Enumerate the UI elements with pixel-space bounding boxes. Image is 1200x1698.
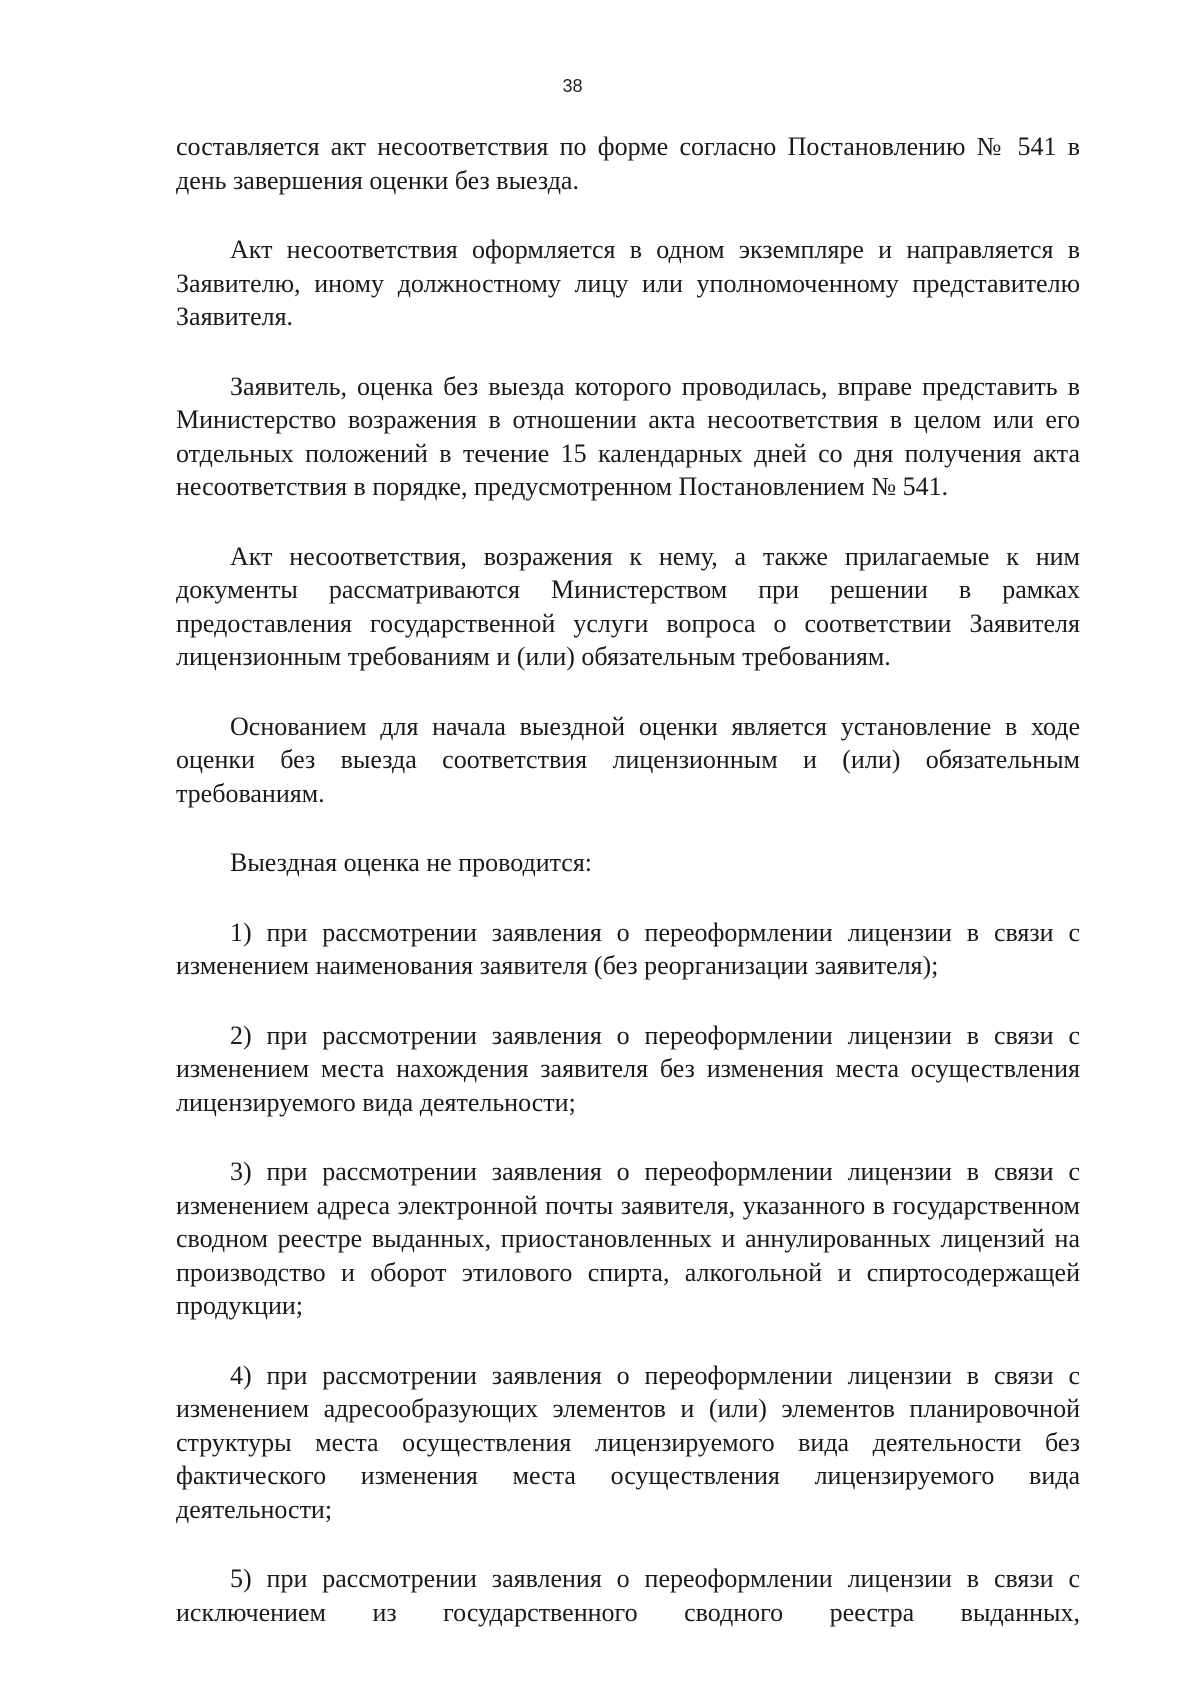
paragraph-onsite-not-conducted: Выездная оценка не проводится:: [230, 848, 593, 877]
paragraph-onsite-basis: Основанием для начала выездной оценки является установление в ходе оценки без выезда соответствия лицензионным и (или) обязательным требованиям.: [176, 711, 1080, 808]
list-item-4: 4) при рассмотрении заявления о переоформлении лицензии в связи с изменением адресообразующих элементов и (или) элементов планировочной структуры места осуществления лицензируемого вида деятельности без фактического изменения места осуществления лицензируемого вида деятельности;: [176, 1360, 1080, 1524]
paragraph-continuation: составляется акт несоответствия по форме согласно Постановлению № 541 в день завершения оценки без выезда.: [176, 132, 1080, 195]
list-item-1: 1) при рассмотрении заявления о переоформлении лицензии в связи с изменением наименования заявителя (без реорганизации заявителя);: [176, 917, 1080, 980]
list-item-3: 3) при рассмотрении заявления о переоформлении лицензии в связи с изменением адреса электронной почты заявителя, указанного в государственном сводном реестре выданных, приостановленных и аннулированных лицензий на производство и оборот этилового спирта, алкогольной и спиртосодержащей продукции;: [176, 1157, 1080, 1320]
document-body: [176, 130, 1080, 1629]
list-item-2: 2) при рассмотрении заявления о переоформлении лицензии в связи с изменением места нахождения заявителя без изменения места осуществления лицензируемого вида деятельности;: [176, 1020, 1080, 1117]
list-item-5: 5) при рассмотрении заявления о переоформлении лицензии в связи с исключением из государственного сводного реестра выданных,: [176, 1564, 1080, 1627]
paragraph-objections-right: Заявитель, оценка без выезда которого проводилась, вправе представить в Министерство возражения в отношении акта несоответствия в целом или его отдельных положений в течение 15 календарных дней со дня получения акта несоответствия в порядке, предусмотренном Постановлением № 541.: [176, 371, 1080, 501]
paragraph-act-issuance: Акт несоответствия оформляется в одном экземпляре и направляется в Заявителю, иному должностному лицу или уполномоченному представителю Заявителя.: [176, 235, 1080, 331]
paragraph-act-consideration: Акт несоответствия, возражения к нему, а также прилагаемые к ним документы рассматриваются Министерством при решении в рамках предоставления государственной услуги вопроса о соответствии Заявителя лицензионным требованиям и (или) обязательным требованиям.: [176, 541, 1080, 671]
page-number: 38: [562, 76, 583, 96]
